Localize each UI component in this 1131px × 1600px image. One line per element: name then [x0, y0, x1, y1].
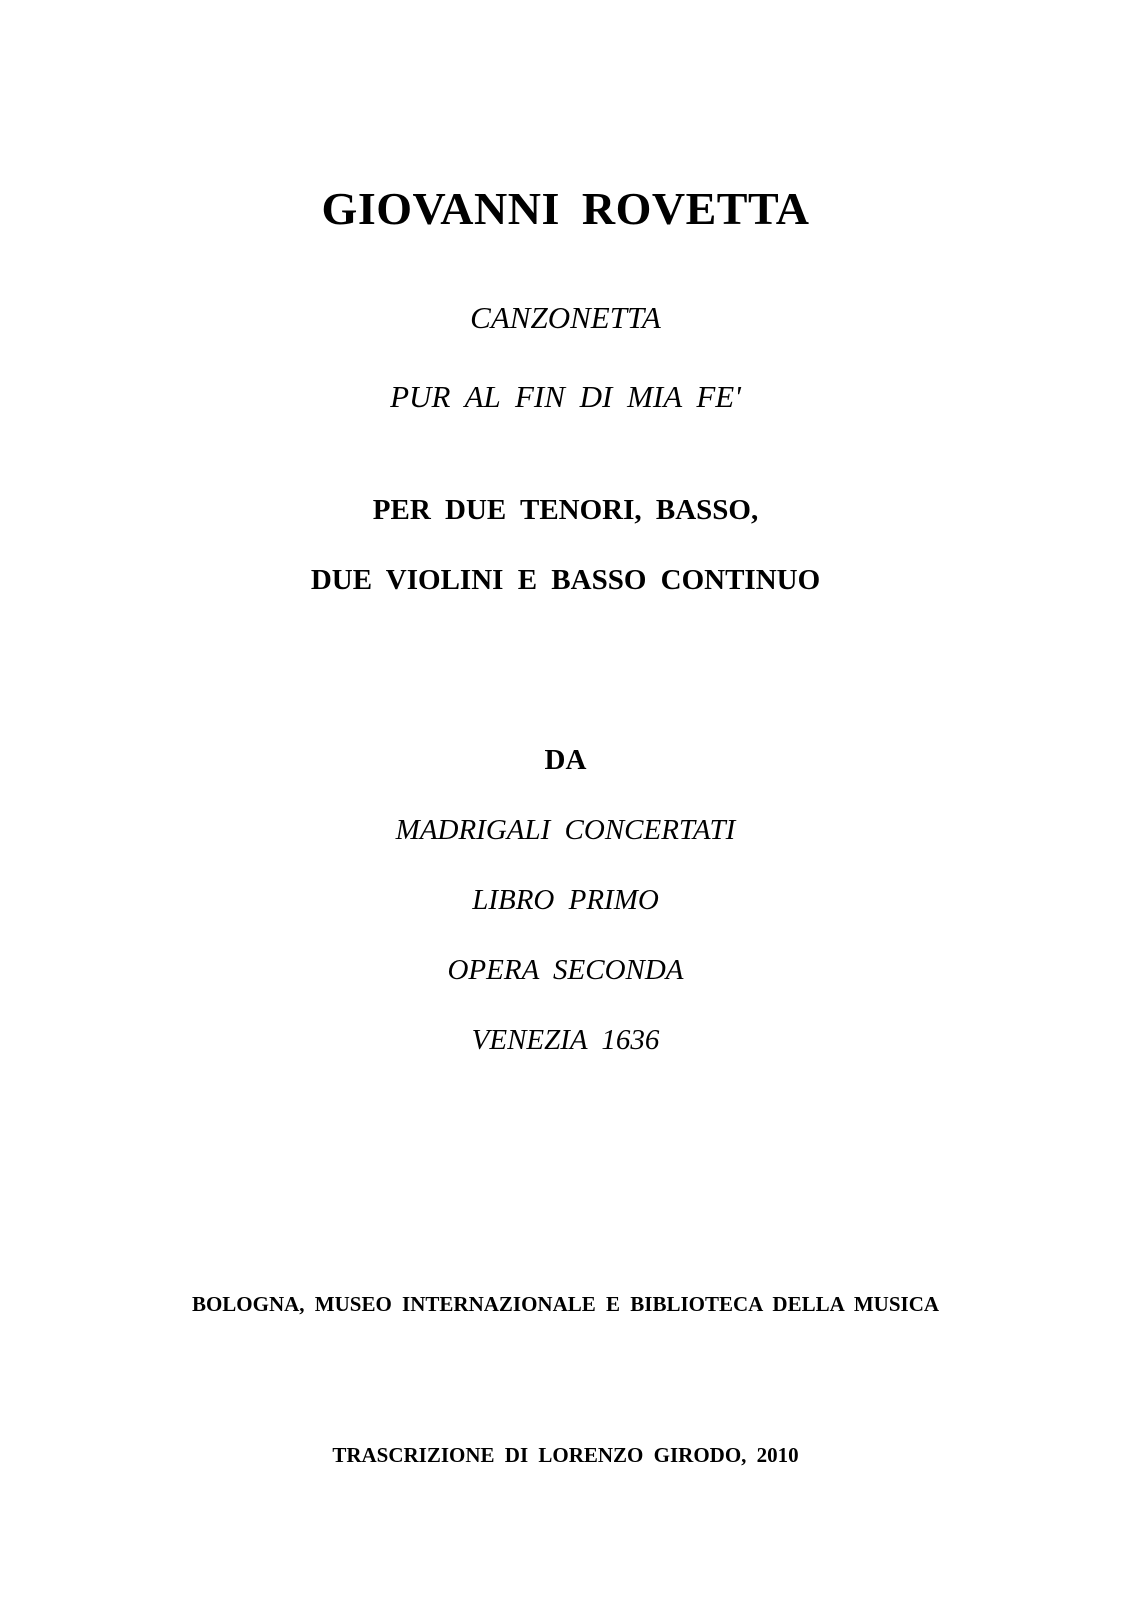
- scoring-line-1: PER DUE TENORI, BASSO,: [372, 494, 759, 526]
- scoring-line-2: DUE VIOLINI E BASSO CONTINUO: [310, 564, 821, 596]
- genre-label: CANZONETTA: [470, 300, 661, 335]
- source-da: DA: [544, 744, 587, 776]
- source-opus: OPERA SECONDA: [447, 954, 684, 986]
- library-line: BOLOGNA, MUSEO INTERNAZIONALE E BIBLIOTECA DELLA MUSICA: [191, 1292, 940, 1316]
- work-title: PUR AL FIN DI MIA FE': [390, 379, 741, 414]
- source-place-year: VENEZIA 1636: [471, 1024, 660, 1056]
- transcription-credit: TRASCRIZIONE DI LORENZO GIRODO, 2010: [332, 1443, 799, 1467]
- source-book: LIBRO PRIMO: [472, 884, 659, 916]
- composer-name: GIOVANNI ROVETTA: [321, 183, 810, 234]
- source-collection: MADRIGALI CONCERTATI: [395, 814, 736, 846]
